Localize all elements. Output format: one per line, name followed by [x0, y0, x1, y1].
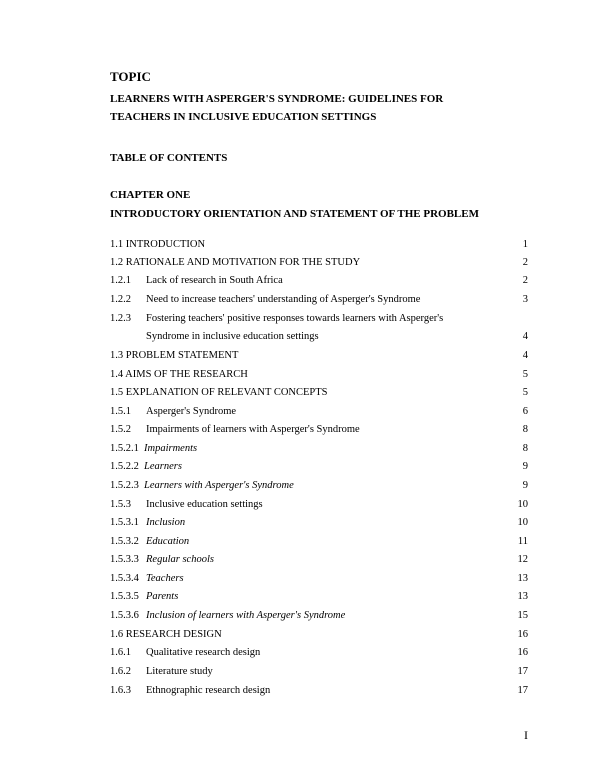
- toc-entry-text: Learners: [144, 461, 182, 472]
- toc-entry-number: 1.5.3.1: [110, 517, 139, 528]
- toc-entry: [110, 237, 528, 253]
- toc-entry: [110, 608, 528, 624]
- toc-entry-number: 1.6.2: [110, 666, 131, 677]
- toc-entry-page: 2: [522, 257, 528, 268]
- toc-entry: [110, 311, 528, 327]
- toc-entry-text: Ethnographic research design: [146, 685, 271, 696]
- toc-entry-page: 5: [522, 369, 528, 380]
- toc-entry-continued: [110, 329, 528, 345]
- toc-entry-number: 1.5.2.3: [110, 480, 139, 491]
- toc-entry-text: Impairments of learners with Asperger's Syndrome: [146, 424, 360, 435]
- toc-entry-text: Inclusion of learners with Asperger's Syndrome: [146, 610, 346, 621]
- toc-entry-text: Qualitative research design: [146, 647, 261, 658]
- toc-entry-number: 1.5.3.6: [110, 610, 139, 621]
- toc-entry-text: Teachers: [146, 573, 184, 584]
- toc-entry-page: 8: [522, 443, 528, 454]
- toc-entry-page: 12: [517, 554, 528, 565]
- toc-entry-page: 5: [522, 387, 528, 398]
- toc-entry: [110, 459, 528, 475]
- toc-entry: [110, 664, 528, 680]
- toc-entry: [110, 515, 528, 531]
- toc-heading: TABLE OF CONTENTS: [110, 152, 228, 164]
- toc-entry-text-continued: Syndrome in inclusive education settings: [146, 331, 319, 342]
- toc-entry: [110, 292, 528, 308]
- toc-entry-number: 1.5.2: [110, 424, 131, 435]
- toc-entry-text: Learners with Asperger's Syndrome: [144, 480, 294, 491]
- toc-entry-page: 11: [517, 536, 528, 547]
- toc-entry-text: Education: [146, 536, 190, 547]
- toc-entry-text: 1.6 RESEARCH DESIGN: [110, 629, 222, 640]
- toc-entry-text: Literature study: [146, 666, 213, 677]
- toc-entry-page: 13: [517, 573, 528, 584]
- toc-entry-page: 2: [522, 275, 528, 286]
- toc-entry-page: 10: [517, 517, 528, 528]
- toc-entry-number: 1.5.3.4: [110, 573, 139, 584]
- toc-entry: [110, 422, 528, 438]
- toc-entry-text: 1.5 EXPLANATION OF RELEVANT CONCEPTS: [110, 387, 328, 398]
- toc-entry-page: 9: [522, 461, 528, 472]
- toc-entry: [110, 683, 528, 699]
- toc-entry: [110, 645, 528, 661]
- toc-entry-number: 1.5.2.2: [110, 461, 139, 472]
- toc-entry: [110, 627, 528, 643]
- topic-label: TOPIC: [110, 69, 151, 84]
- toc-entry-page: 6: [522, 406, 528, 417]
- toc-entry-text: 1.1 INTRODUCTION: [110, 239, 206, 250]
- toc-entry-text: Need to increase teachers' understanding of Asperger's Syndrome: [146, 294, 421, 305]
- toc-entry-text: Inclusion: [146, 517, 186, 528]
- toc-entry: [110, 534, 528, 550]
- title-line-2: TEACHERS IN INCLUSIVE EDUCATION SETTINGS: [110, 111, 377, 123]
- toc-entry-page: 16: [517, 629, 528, 640]
- toc-entry-text: Lack of research in South Africa: [146, 275, 283, 286]
- toc-entry: [110, 552, 528, 568]
- toc-entry-page: 4: [522, 350, 528, 361]
- toc-entry: [110, 589, 528, 605]
- toc-entry-number: 1.6.1: [110, 647, 131, 658]
- toc-entry-text: 1.3 PROBLEM STATEMENT: [110, 350, 239, 361]
- toc-entry-page: 13: [517, 591, 528, 602]
- toc-entry-page: 1: [522, 239, 528, 250]
- toc-entry-page: 17: [517, 685, 528, 696]
- toc-entry-number: 1.5.3.5: [110, 591, 139, 602]
- toc-entry-number: 1.5.1: [110, 406, 131, 417]
- toc-entry-page: 8: [522, 424, 528, 435]
- toc-entry: [110, 385, 528, 401]
- toc-entry: [110, 255, 528, 271]
- toc-entry-page: 10: [517, 499, 528, 510]
- toc-entry-page: 16: [517, 647, 528, 658]
- toc-entry-page: 3: [522, 294, 528, 305]
- toc-entry-text: Fostering teachers' positive responses towards learners with Asperger's: [146, 313, 444, 324]
- title-line-1: LEARNERS WITH ASPERGER'S SYNDROME: GUIDELINES FOR: [110, 93, 444, 105]
- toc-entry-text: Regular schools: [146, 554, 214, 565]
- toc-entry-text: Impairments: [144, 443, 198, 454]
- toc-entry: [110, 404, 528, 420]
- toc-entry-text: 1.2 RATIONALE AND MOTIVATION FOR THE STUDY: [110, 257, 361, 268]
- toc-entry-number: 1.2.3: [110, 313, 131, 324]
- toc-entry-page: 4: [522, 331, 528, 342]
- toc-entry-text: Inclusive education settings: [146, 499, 263, 510]
- toc-entry-number: 1.5.3.3: [110, 554, 139, 565]
- toc-entry: [110, 348, 528, 364]
- toc-entry: [110, 273, 528, 289]
- toc-entry-number: 1.5.3.2: [110, 536, 139, 547]
- toc-entry-number: 1.6.3: [110, 685, 131, 696]
- chapter-label: CHAPTER ONE: [110, 189, 191, 201]
- toc-entry-number: 1.5.2.1: [110, 443, 139, 454]
- toc-entry-text: Parents: [146, 591, 179, 602]
- toc-entry-number: 1.5.3: [110, 499, 131, 510]
- toc-entry: [110, 367, 528, 383]
- toc-entry-number: 1.2.1: [110, 275, 131, 286]
- toc-entry-number: 1.2.2: [110, 294, 131, 305]
- toc-entry-text: Asperger's Syndrome: [146, 406, 237, 417]
- toc-entry: [110, 571, 528, 587]
- toc-entry: [110, 441, 528, 457]
- toc-entry: [110, 478, 528, 494]
- toc-entry-page: 17: [517, 666, 528, 677]
- toc-entry-page: 15: [517, 610, 528, 621]
- toc-entry-text: 1.4 AIMS OF THE RESEARCH: [110, 369, 248, 380]
- toc-entry: [110, 497, 528, 513]
- toc-entry-page: 9: [522, 480, 528, 491]
- page-number: I: [524, 728, 528, 742]
- chapter-title: INTRODUCTORY ORIENTATION AND STATEMENT OF THE PROBLEM: [110, 208, 479, 220]
